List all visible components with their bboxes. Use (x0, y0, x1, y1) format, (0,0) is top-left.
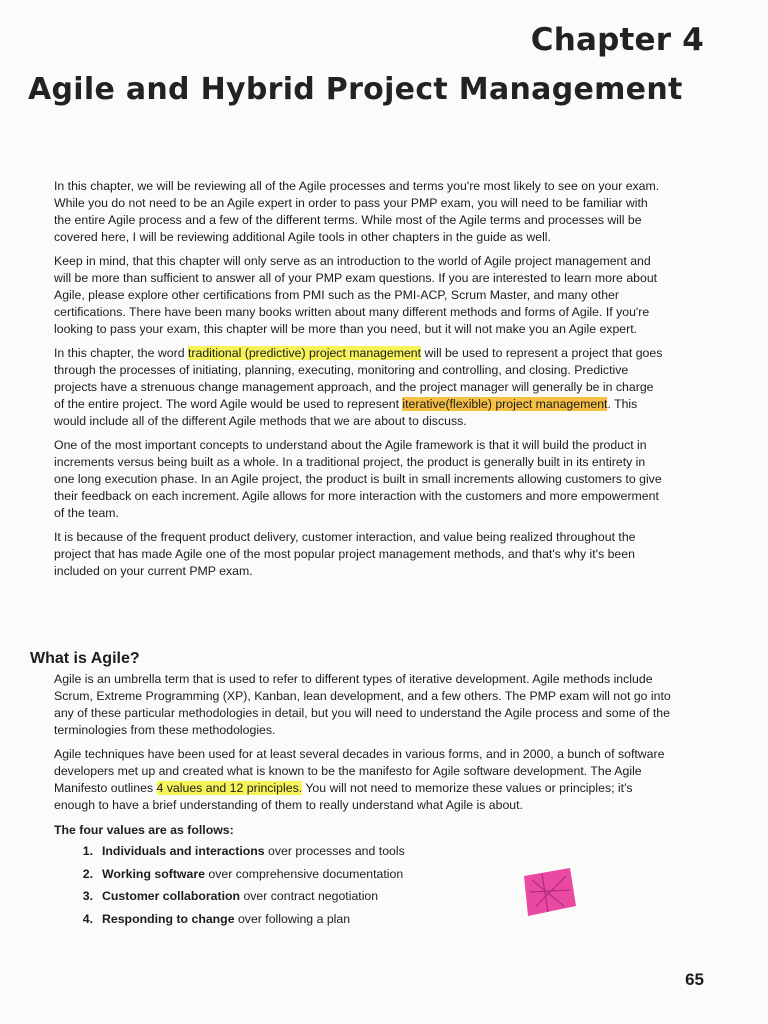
list-text (102, 888, 378, 905)
values-heading: The four values are as follows: (54, 823, 234, 837)
agile-paragraph-1: Agile is an umbrella term that is used to refer to different types of iterative development. Agile methods include Scrum, Extreme Programming (XP), Kanban, lean development, and a few others. The PMP exam will not go into any of these particular methodologies in detail, but you will need to understand the Agile process and some of the terminologies from these methodologies. (54, 672, 671, 737)
value-bold: Responding to change (102, 911, 235, 926)
list-text (102, 911, 350, 928)
list-item (54, 843, 672, 860)
section-heading-what-is-agile: What is Agile? (30, 650, 140, 667)
intro-paragraph-1: In this chapter, we will be reviewing all of the Agile processes and terms you're most likely to see on your exam. While you do not need to be an Agile expert in order to pass your PMP exam, you will need to be familiar with the entire Agile process and a few of the different terms. While most of the Agile terms and processes will be covered here, I will be reviewing additional Agile tools in other chapters in the guide as well. (54, 179, 660, 244)
intro-paragraph-5: It is because of the frequent product delivery, customer interaction, and value being realized throughout the project that has made Agile one of the most popular project management methods, and that's why it's been included on your current PMP exam. (54, 530, 636, 578)
what-is-agile-section (54, 671, 672, 933)
list-item (54, 888, 672, 905)
highlight-traditional: traditional (predictive) project management (187, 346, 422, 360)
agile-paragraph-2 (54, 746, 672, 814)
list-text (102, 866, 403, 883)
value-rest: over following a plan (234, 911, 351, 926)
pink-sticky-note (520, 866, 578, 918)
value-rest: over comprehensive documentation (204, 866, 404, 881)
list-item (54, 866, 672, 883)
intro-paragraph-2: Keep in mind, that this chapter will only serve as an introduction to the world of Agile project management and will be more than sufficient to answer all of your PMP exam questions. If you are interested to learn more about Agile, please explore other certifications from PMI such as the PMI-ACP, Scrum Master, and many other certifications. There have been many books written about many different methods and forms of Agile. If you're looking to pass your exam, this chapter will be more than you need, but it will not make you an Agile expert. (54, 254, 658, 336)
intro-paragraph-4: One of the most important concepts to understand about the Agile framework is that it will build the product in increments versus being built as a whole. In a traditional project, the product is generally built in its entirety in one long execution phase. In an Agile project, the product is built in small increments allowing customers to give their feedback on each increment. Agile allows for more interaction with the customers and more empowerment of the team. (54, 438, 662, 520)
intro-section (54, 178, 666, 587)
text-run: You will not need to memorize these values or principles; it's enough to have a brief understanding of them to really understand what Agile is about. (54, 781, 633, 812)
value-rest: over processes and tools (264, 844, 405, 858)
text-run: will be used to represent a project that goes through the processes of initiating, planning, executing, monitoring and controlling, and closing. Predictive projects have a strenuous change management approach, and the project manager will generally be in charge of the entire project. The word Agile would be used to represent (54, 346, 663, 411)
chapter-label: Chapter 4 (530, 22, 704, 58)
list-item (54, 911, 672, 928)
list-number: 1. (82, 844, 93, 858)
list-number: 4. (82, 911, 93, 926)
list-text (102, 843, 405, 860)
text-run: . This would include all of the different Agile methods that we are about to discuss. (54, 397, 638, 428)
list-number: 3. (82, 889, 93, 903)
value-bold: Individuals and interactions (102, 844, 265, 858)
value-rest: over contract negotiation (240, 889, 379, 903)
list-number: 2. (82, 866, 93, 881)
text-run: In this chapter, the word (54, 346, 188, 360)
highlight-iterative: iterative(flexible) project management (402, 397, 608, 411)
value-bold: Customer collaboration (102, 889, 241, 903)
text-run: Agile techniques have been used for at least several decades in various forms, and in 2000, a bunch of software developers met up and created what is known to be the manifesto for Agile software development. The Agile Manifesto outlines (54, 747, 665, 795)
value-bold: Working software (102, 866, 205, 881)
intro-paragraph-3 (54, 345, 666, 430)
chapter-title: Agile and Hybrid Project Management (28, 72, 683, 107)
highlight-values-principles: 4 values and 12 principles. (156, 781, 303, 795)
values-list (54, 843, 672, 928)
page-number: 65 (685, 970, 704, 989)
